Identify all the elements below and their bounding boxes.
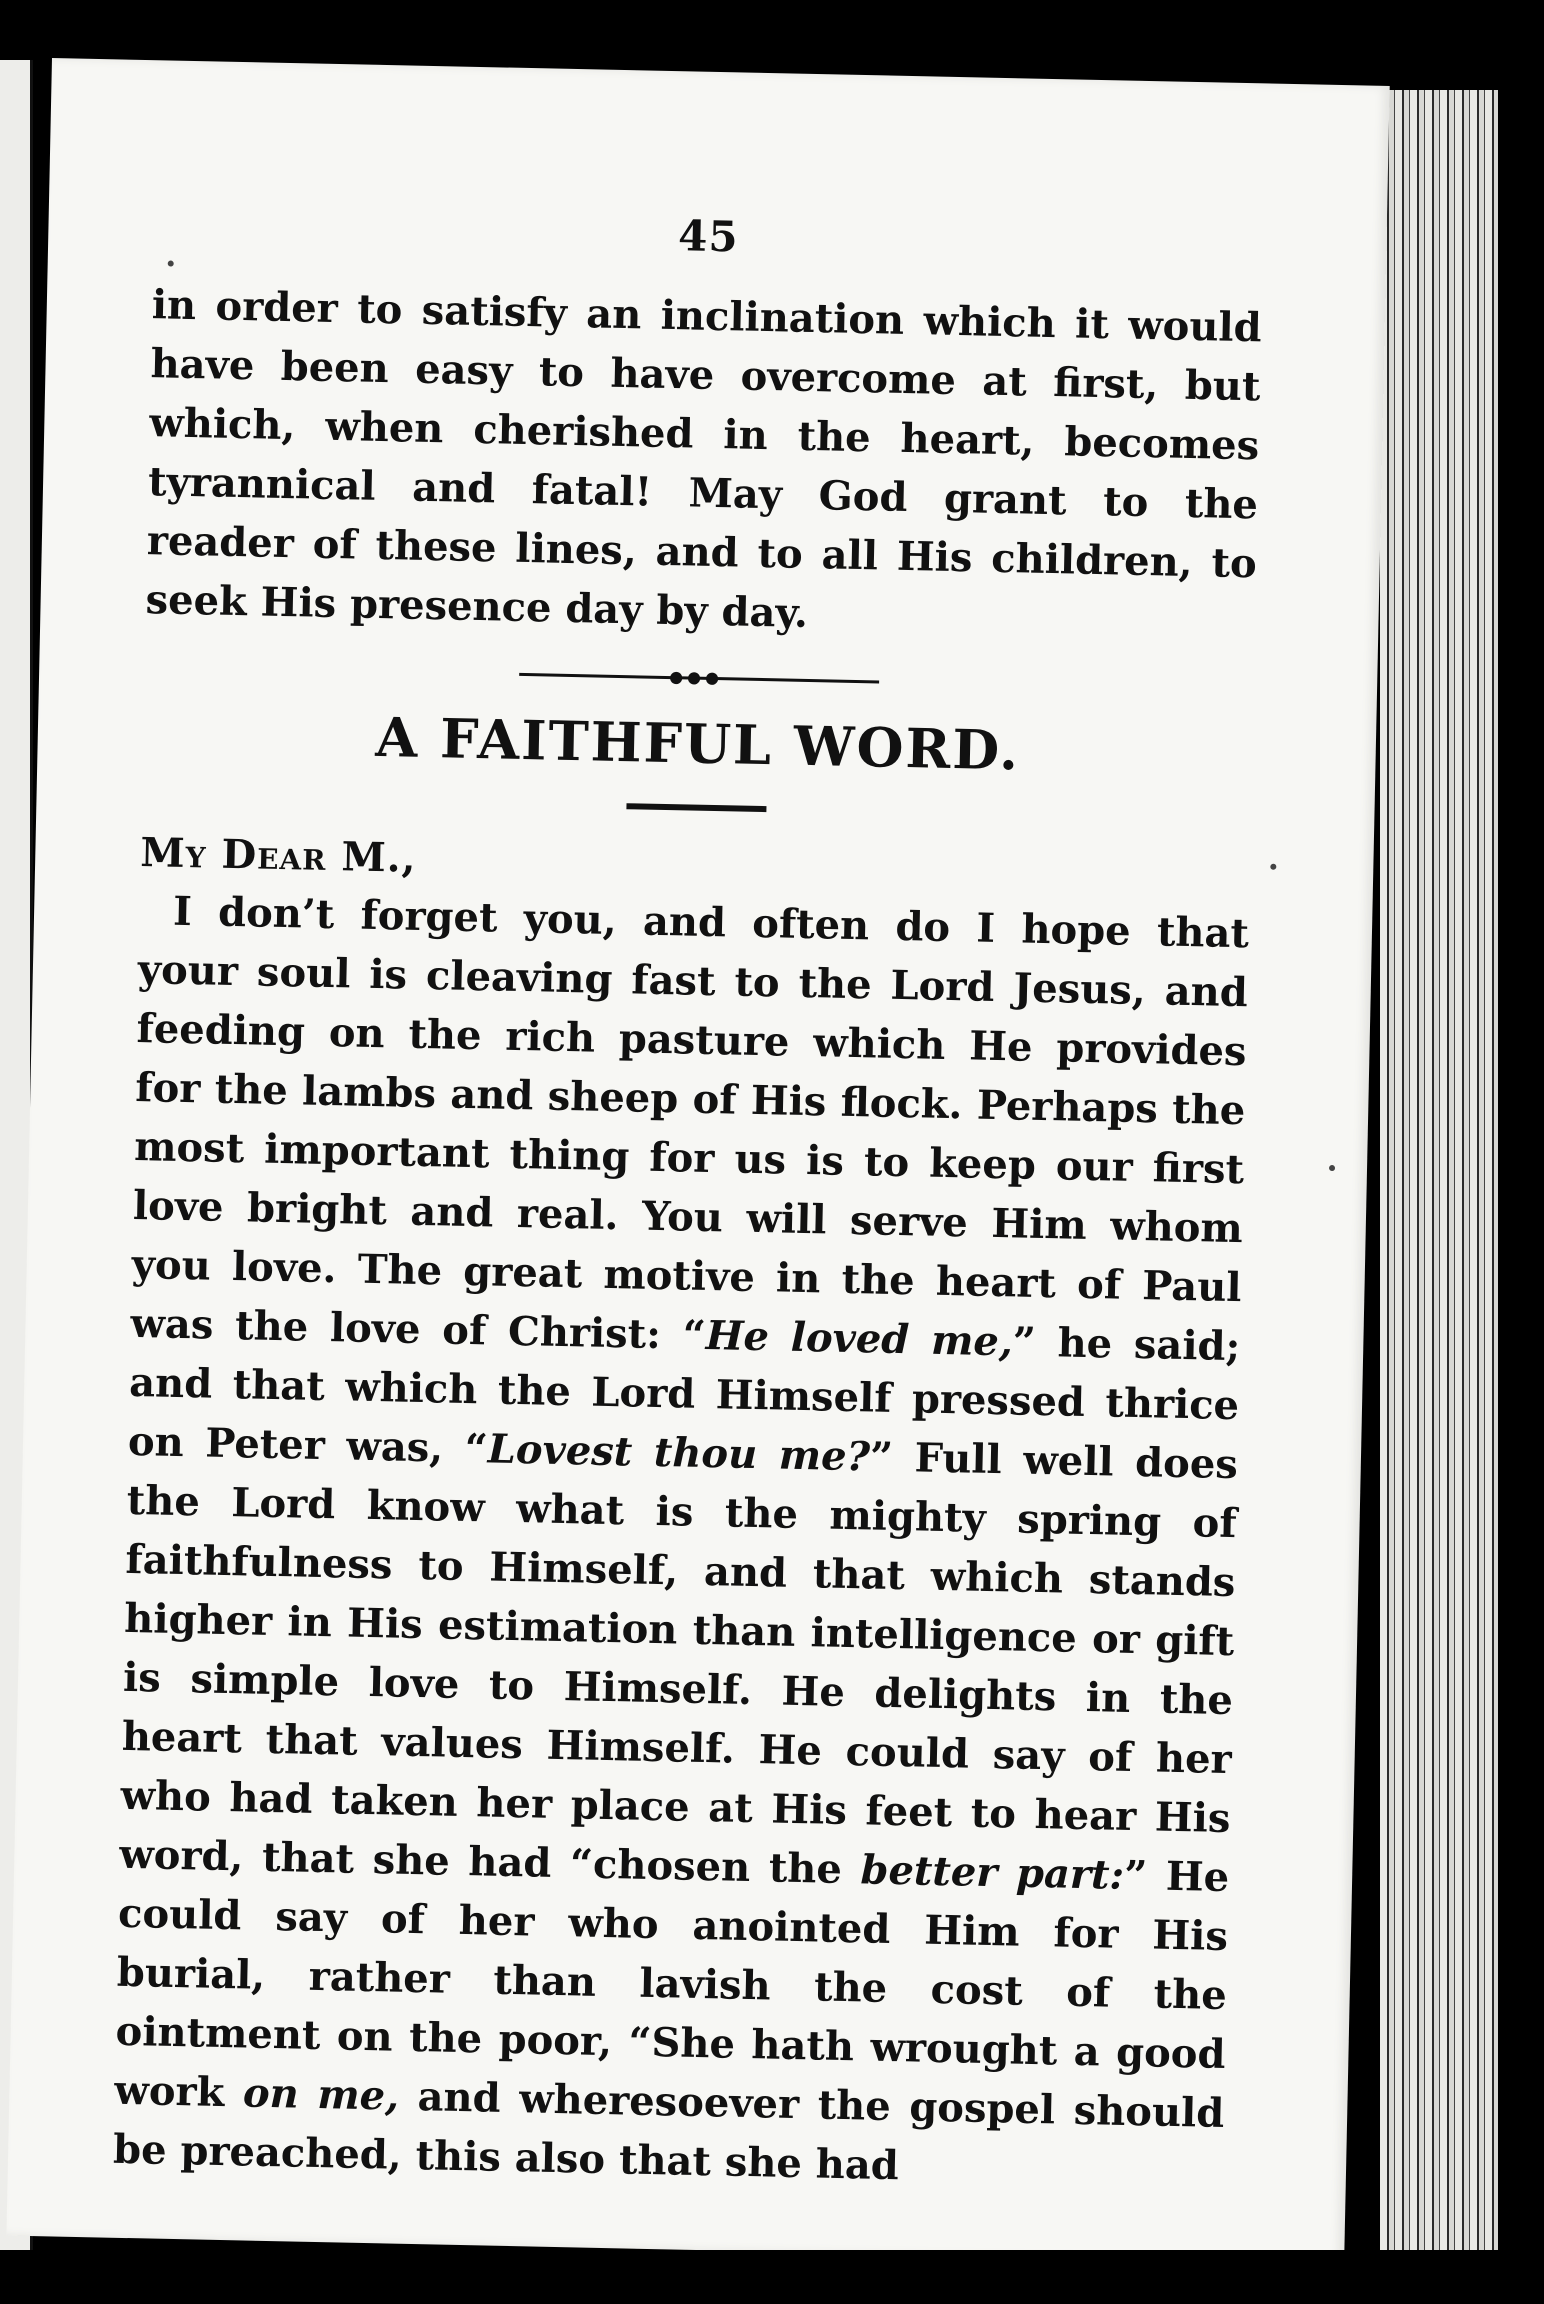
- ornamental-divider: [519, 667, 879, 688]
- italic-quote: better part:: [860, 1846, 1125, 1899]
- page-text-block: [113, 200, 1264, 2202]
- italic-quote: He loved me,: [705, 1311, 1014, 1366]
- body-text-segment: ” Full well does the Lord know what is the mighty spring of faithfulness to Himself, and that which stands higher in His estimation than intelligence or gift is simple love to Himself. He delights in the heart that values Himself. He could say of her who had taken her place at His feet to hear His word, that she had “chosen the: [118, 1433, 1239, 1894]
- section-heading: A FAITHFUL WORD.: [374, 704, 1021, 783]
- paper-speck: [1270, 864, 1276, 870]
- paper-speck: [1329, 1165, 1335, 1171]
- divider-dots: ●●●: [668, 667, 724, 688]
- letter-body-paragraph: [113, 881, 1250, 2202]
- book-page: [6, 58, 1389, 2264]
- page-number: 45: [677, 211, 740, 262]
- opening-paragraph: in order to satisfy an inclination which it would have been easy to have overcome at first, but which, when cherished in the heart, becomes tyrannical and fatal! May God grant to the reader of these lines, and to all His children, to seek His presence day by day.: [145, 281, 1263, 637]
- scan-bottom-border: [0, 2250, 1544, 2304]
- body-text-segment: I don’t forget you, and often do I hope that your soul is cleaving fast to the Lord Jesus, and feeding on the rich pasture which He provides for the lambs and sheep of His flock. Perhaps the most important thing for us is to keep our first love bright and real. You will serve Him whom you love. The great motive in the heart of Paul was the love of Christ: “: [130, 887, 1250, 1359]
- paper-speck: [168, 260, 174, 266]
- body-text-segment: and wheresoever the gospel should be preached, this also that she had: [112, 2072, 1225, 2190]
- letter-salutation: My Dear M.,: [139, 829, 418, 882]
- body-text-segment: ” he said; and that which the Lord Himself pressed thrice on Peter was, “: [127, 1318, 1241, 1473]
- book-fore-edge: [1380, 90, 1498, 2290]
- heading-underline-rule: [626, 803, 766, 812]
- italic-quote: Lovest thou me?: [487, 1425, 871, 1481]
- body-text-segment: ” He could say of her who anointed Him for His burial, rather than lavish the cost of the ointment on the poor, “She hath wrought a good work: [113, 1851, 1230, 2117]
- italic-quote: on me,: [242, 2069, 400, 2120]
